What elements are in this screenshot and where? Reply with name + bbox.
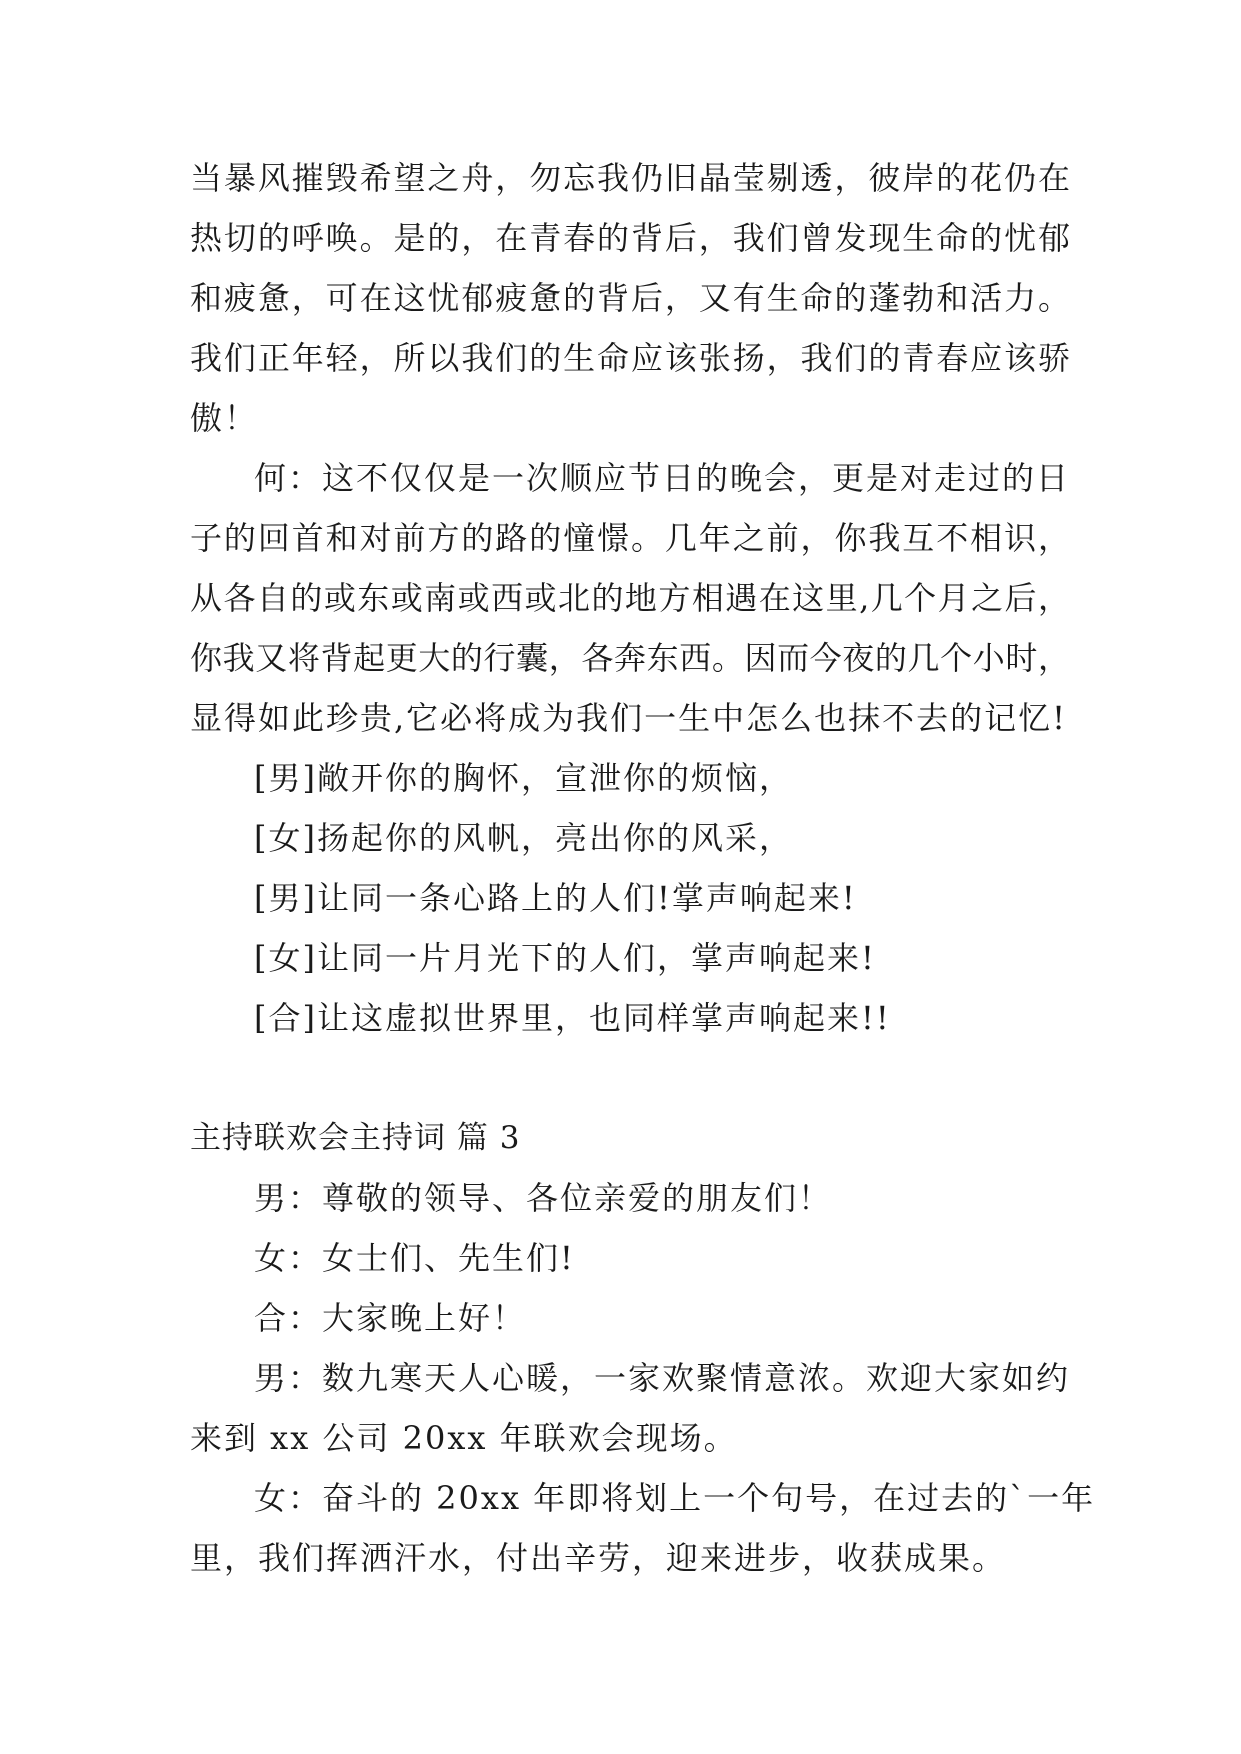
dialogue-line: 合：大家晚上好！ (254, 1299, 527, 1337)
dialogue-line: [合]让这虚拟世界里，也同样掌声响起来!! (254, 999, 891, 1037)
text-line: 和疲惫，可在这忧郁疲惫的背后，又有生命的蓬勃和活力。 (190, 279, 1070, 317)
dialogue-line: 男：尊敬的领导、各位亲爱的朋友们！ (254, 1179, 833, 1217)
section-heading: 主持联欢会主持词 篇 3 (190, 1120, 521, 1156)
section-gap (190, 1048, 1070, 1108)
text-line: 从各自的或东或南或西或北的地方相遇在这里,几个月之后， (190, 579, 1070, 617)
dialogue-line: [女]扬起你的风帆，亮出你的风采， (254, 819, 793, 857)
text-line: 当暴风摧毁希望之舟，勿忘我仍旧晶莹剔透，彼岸的花仍在 (190, 159, 1070, 197)
dialogue-line: [男]敞开你的胸怀，宣泄你的烦恼， (254, 759, 793, 797)
text-line: 子的回首和对前方的路的憧憬。几年之前，你我互不相识， (190, 519, 1070, 557)
text-line: 何：这不仅仅是一次顺应节日的晚会，更是对走过的日 (254, 459, 1071, 497)
text-line: 你我又将背起更大的行囊，各奔东西。因而今夜的几个小时， (190, 639, 1070, 677)
text-line: 傲！ (190, 399, 259, 437)
document-body (190, 148, 1096, 1588)
text-line: 来到 xx 公司 20xx 年联欢会现场。 (190, 1419, 738, 1457)
text-line: 热切的呼唤。是的，在青春的背后，我们曾发现生命的忧郁 (190, 219, 1070, 257)
dialogue-line: 男：数九寒天人心暖，一家欢聚情意浓。欢迎大家如约 (254, 1359, 1071, 1397)
dialogue-line: [男]让同一条心路上的人们!掌声响起来! (254, 879, 857, 917)
text-line: 显得如此珍贵,它必将成为我们一生中怎么也抹不去的记忆! (190, 699, 1068, 737)
dialogue-line: 女：女士们、先生们! (254, 1239, 575, 1277)
dialogue-line: [女]让同一片月光下的人们，掌声响起来! (254, 939, 876, 977)
text-line: 我们正年轻，所以我们的生命应该张扬，我们的青春应该骄 (190, 339, 1070, 377)
text-line: 里，我们挥洒汗水，付出辛劳，迎来进步，收获成果。 (190, 1539, 1007, 1577)
dialogue-line: 女：奋斗的 20xx 年即将划上一个句号，在过去的`一年 (254, 1479, 1096, 1517)
